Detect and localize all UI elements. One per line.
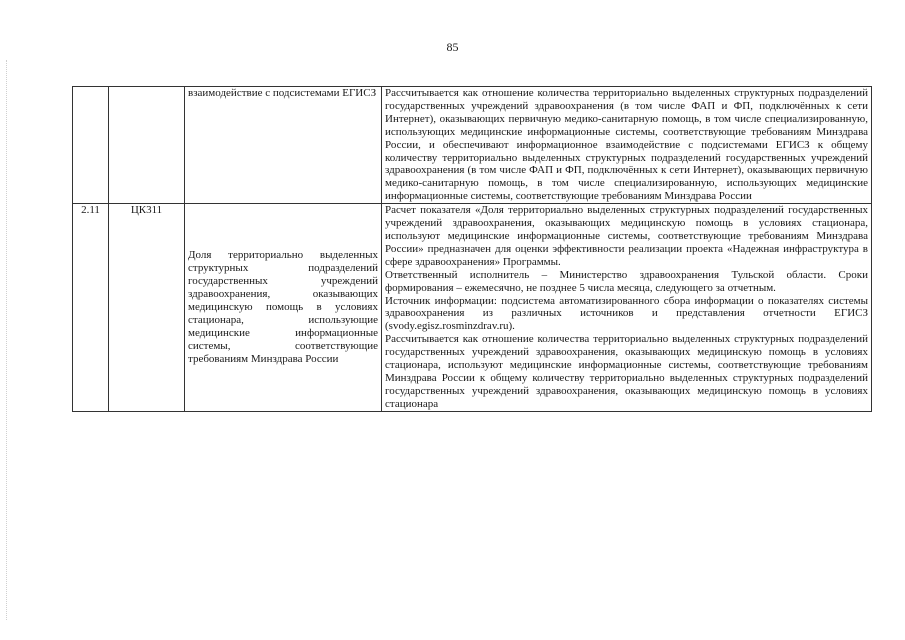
row-number-cell [73, 87, 109, 204]
row-number-cell: 2.11 [73, 204, 109, 412]
indicator-code-cell: ЦК311 [109, 204, 185, 412]
method-paragraph: Ответственный исполнитель – Министерство здравоохранения Тульской области. Сроки формирования – ежемесячно, не позднее 5 числа месяца, следующего за отчетным. [385, 268, 868, 294]
indicator-table [72, 86, 872, 412]
indicator-code-cell [109, 87, 185, 204]
indicator-method-cell [382, 87, 872, 204]
method-paragraph: Рассчитывается как отношение количества территориально выделенных структурных подразделений государственных учреждений здравоохранения (в том числе ФАП и ФП, подключённых к сети Интернет), оказывающих первичную медико-санитарную помощь, в том числе специализированную, использующих медицинские информационные системы, соответствующие требованиям Минздрава России, и обеспечивают информационное взаимодействие с подсистемами ЕГИСЗ к общему количеству территориально выделенных структурных подразделений государственных учреждений здравоохранения (в том числе ФАП и ФП, подключённых к сети Интернет), оказывающих первичную медико-санитарную помощь, в том числе специализированную, использующих медицинские информационные системы, соответствующие требованиям Минздрава России [385, 87, 868, 203]
method-paragraph: Рассчитывается как отношение количества территориально выделенных структурных подразделений государственных учреждений здравоохранения, оказывающих медицинскую помощь в условиях стационара, используют медицинские информационные системы, соответствующие требованиям Минздрава России к общему количеству территориально выделенных структурных подразделений государственных учреждений здравоохранения, оказывающих медицинскую помощь в условиях стационара [385, 333, 868, 410]
indicator-name-cell: взаимодействие с подсистемами ЕГИСЗ [185, 87, 382, 204]
indicator-method-cell [382, 204, 872, 412]
table-row [73, 87, 872, 204]
method-paragraph: Источник информации: подсистема автоматизированного сбора информации о показателях системы здравоохранения из различных источников и представления отчетности ЕГИСЗ (svody.egisz.rosminzdrav.ru). [385, 294, 868, 333]
indicator-name-cell: Доля территориально выделенных структурных подразделений государственных учреждений здравоохранения, оказывающих медицинскую помощь в условиях стационара, использующие медицинские информационные системы, соответствующие требованиям Минздрава России [185, 204, 382, 412]
method-paragraph: Расчет показателя «Доля территориально выделенных структурных подразделений государственных учреждений здравоохранения, оказывающих медицинскую помощь в условиях стационара, используют медицинские информационные системы, соответствующие требованиям Минздрава России» предназначен для оценки эффективности реализации проекта «Надежная инфраструктура в сфере здравоохранения» Программы. [385, 204, 868, 268]
scan-margin-marks [6, 60, 9, 620]
page-number: 85 [446, 40, 459, 54]
table-row [73, 204, 872, 412]
